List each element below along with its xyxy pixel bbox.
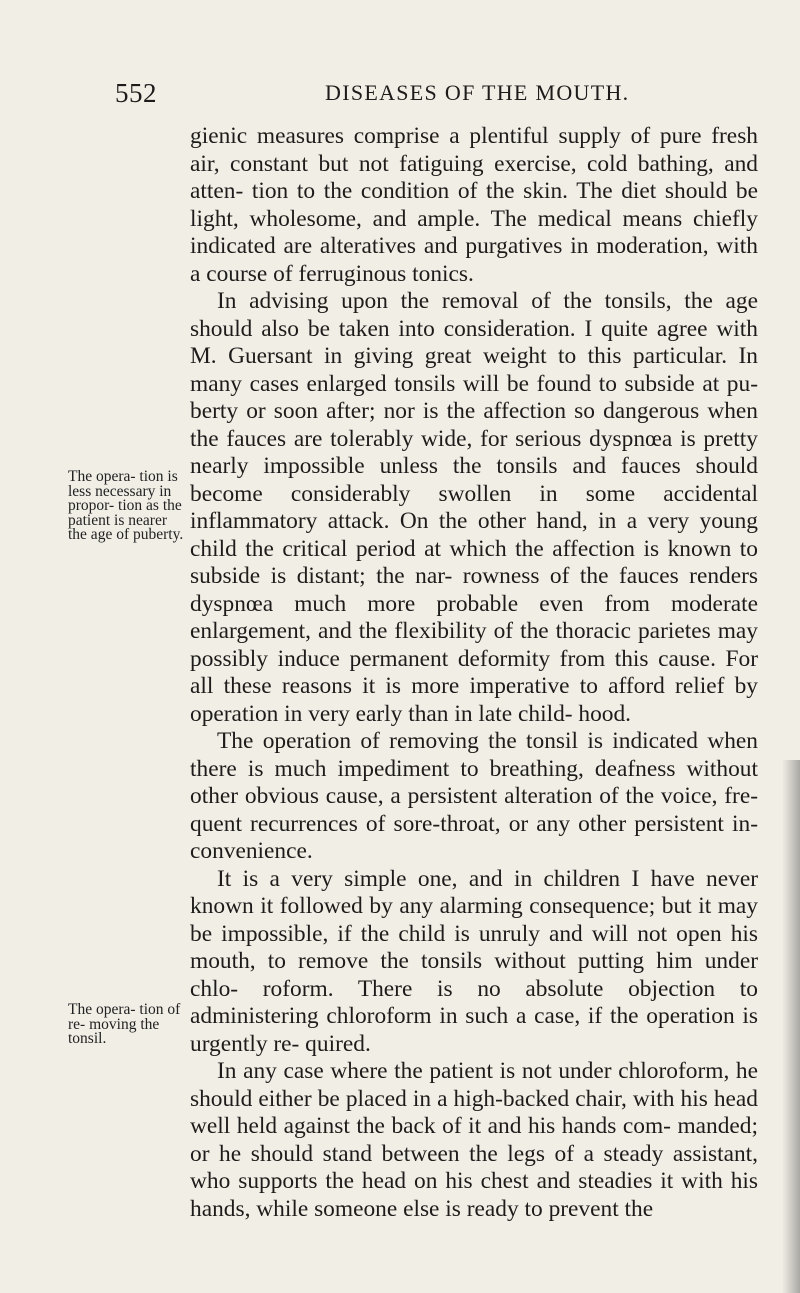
page-edge-shadow — [782, 760, 800, 1293]
paragraph-simple-operation: It is a very simple one, and in children I have never known it followed by any alarming consequence; but it may be impossible, if the child is unruly and will not open his mouth, to remove the tonsils without putting him under chlo- roform. There is no absolute objection to administering chloroform in such a case, if the operation is urgently re- quired. — [190, 865, 758, 1057]
body-text — [190, 123, 758, 1223]
paragraph-operation-indications: The operation of removing the tonsil is indicated when there is much impediment to breathing, deafness without other obvious cause, a persistent alteration of the voice, fre- quent recurrences of sore-throat, or any other persistent in- convenience. — [190, 728, 758, 864]
sidenote-age-of-puberty: The opera- tion is less necessary in propor- tion as the patient is nearer the age of puberty. — [68, 468, 184, 544]
running-head: DISEASES OF THE MOUTH. — [325, 80, 630, 105]
paragraph-age-consideration: In advising upon the removal of the tonsils, the age should also be taken into consideration. I quite agree with M. Guersant in giving great weight to this particular. In many cases enlarged tonsils will be found to subside at pu- berty or soon after; nor is the affection so dangerous when the fauces are tolerably wide, for serious dyspnœa is pretty nearly impossible unless the tonsils and fauces should become considerably swollen in some accidental inflammatory attack. On the other hand, in a very young child the critical period at which the affection is known to subside is distant; the nar- rowness of the fauces renders dyspnœa much more probable even from moderate enlargement, and the flexibility of the thoracic parietes may possibly induce permanent deformity from this cause. For all these reasons it is more imperative to afford relief by operation in very early than in late child- hood. — [190, 288, 758, 727]
page-header — [115, 78, 675, 114]
paragraph-hygienic-measures: gienic measures comprise a plentiful supply of pure fresh air, constant but not fatiguing exercise, cold bathing, and atten- tion to the condition of the skin. The diet should be light, wholesome, and ample. The medical means chiefly indicated are alteratives and purgatives in moderation, with a course of ferruginous tonics. — [190, 123, 758, 287]
paragraph-patient-positioning: In any case where the patient is not under chloroform, he should either be placed in a high-backed chair, with his head well held against the back of it and his hands com- manded; or he should stand between the legs of a steady assistant, who supports the head on his chest and steadies it with his hands, while someone else is ready to prevent the — [190, 1058, 758, 1222]
sidenote-removing-tonsil: The opera- tion of re- moving the tonsil. — [68, 1001, 181, 1048]
page-number: 552 — [115, 78, 157, 108]
